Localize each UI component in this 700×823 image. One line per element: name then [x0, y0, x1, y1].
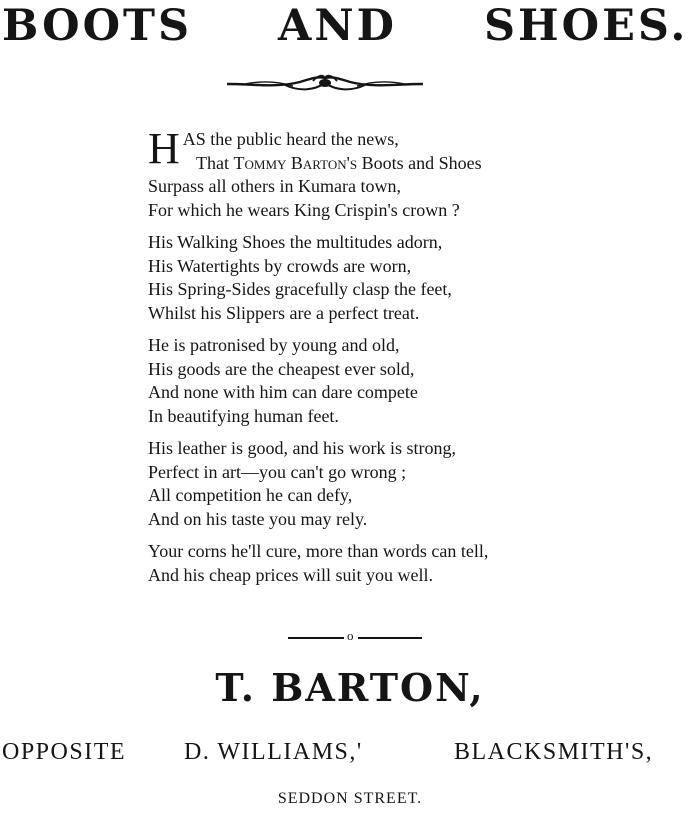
poem-line: His Watertights by crowds are worn, — [148, 255, 412, 276]
poem-line: All competition he can defy, — [148, 485, 353, 505]
address-word-blacksmiths: BLACKSMITH'S, — [454, 739, 654, 765]
proprietor-name: T. BARTON, — [215, 665, 485, 710]
poem-line — [148, 152, 598, 176]
headline — [0, 1, 700, 51]
section-divider — [288, 630, 422, 646]
poem-line: He is patronised by young and old, — [148, 335, 400, 355]
poem-line: And on his taste you may rely. — [148, 508, 368, 529]
poem-line: His Walking Shoes the multitudes adorn, — [148, 232, 443, 252]
headline-word-shoes: SHOES. — [484, 1, 689, 51]
street-name: SEDDON STREET. — [277, 790, 423, 807]
poem-line: Your corns he'll cure, more than words can tell, — [148, 541, 489, 561]
poem-line: In beautifying human feet. — [148, 405, 339, 426]
poem-line: Perfect in art—you can't go wrong ; — [148, 461, 407, 482]
poem-line: For which he wears King Crispin's crown ? — [148, 199, 460, 220]
headline-word-and: AND — [278, 1, 397, 51]
poem-line-prefix: That — [196, 152, 234, 173]
address-line — [0, 736, 700, 768]
poem-line: His leather is good, and his work is strong, — [148, 438, 456, 458]
headline-word-boots: BOOTS — [2, 1, 193, 51]
poem-drop-cap: H — [148, 124, 180, 173]
divider-rule-right — [358, 637, 422, 639]
poem-line-suffix: Boots and Shoes — [357, 152, 482, 173]
divider-mark: o — [347, 628, 354, 643]
poem-stanza-2 — [148, 231, 598, 325]
address-word-opposite: OPPOSITE — [2, 739, 127, 765]
poem-line: Whilst his Slippers are a perfect treat. — [148, 302, 420, 323]
tommy-barton-name: Tommy Barton's — [233, 152, 358, 173]
poem-line: And none with him can dare compete — [148, 382, 418, 402]
divider-rule-left — [288, 637, 344, 639]
poem-line: His goods are the cheapest ever sold, — [148, 358, 415, 379]
poem-stanza-4 — [148, 437, 598, 531]
poem-stanza-5 — [148, 540, 598, 587]
poem-line: AS the public heard the news, — [182, 129, 399, 149]
poem-line: His Spring-Sides gracefully clasp the feet, — [148, 279, 452, 299]
poem-line: Surpass all others in Kumara town, — [148, 176, 401, 196]
address-word-williams: D. WILLIAMS,' — [184, 739, 363, 765]
poem-line: And his cheap prices will suit you well. — [148, 564, 433, 585]
poem-stanza-3 — [148, 334, 598, 428]
poem — [148, 124, 598, 596]
ornamental-flourish-icon — [225, 70, 425, 96]
poem-stanza-1 — [148, 124, 598, 222]
